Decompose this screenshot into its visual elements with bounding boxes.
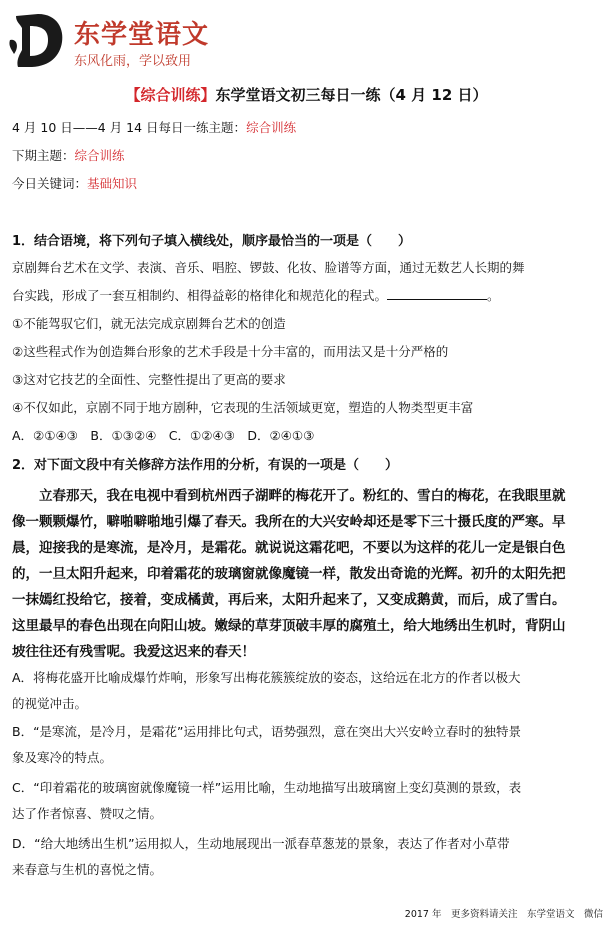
q2-option-b-line2: 象及寒冷的特点。 [12, 750, 113, 765]
meta-next-label: 下期主题： [12, 148, 75, 163]
q2-passage-line: 像一颗颗爆竹，噼啪噼啪地引爆了春天。我所在的大兴安岭却还是零下三十摄氏度的严寒。早 [12, 514, 566, 530]
title-bracket-close: 】 [200, 86, 216, 104]
q1-options: A．②①④③ B．①③②④ C．①②④③ D．②④①③ [12, 428, 315, 443]
q2-option-d-line1: D．“给大地绣出生机”运用拟人，生动地展现出一派春草葱茏的景象，表达了作者对小草带 [12, 836, 510, 851]
answer-blank [387, 287, 487, 300]
q2-stem: 2．对下面文段中有关修辞方法作用的分析，有误的一项是（ ） [12, 458, 399, 473]
title-tag: 综合训练 [140, 86, 201, 104]
q2-passage-line: 立春那天，我在电视中看到杭州西子湖畔的梅花开了。粉红的、雪白的梅花，在我眼里就 [12, 488, 566, 504]
q2-passage-line: 晨，迎接我的是寒流，是冷月，是霜花。就说说这霜花吧，不要以为这样的花儿一定是银白色 [12, 540, 566, 556]
q1-text-line2-body: 台实践，形成了一套互相制约、相得益彰的格律化和规范化的程式。 [12, 288, 388, 303]
meta-range-topic: 综合训练 [246, 120, 297, 135]
q2-passage-line: 一抹嫣红投给它，接着，变成橘黄，再后来，太阳升起来了，又变成鹅黄，而后，成了雪白。 [12, 592, 566, 608]
meta-range-label: 4 月 10 日——4 月 14 日每日一练主题： [12, 120, 247, 135]
q1-text-line2-end: 。 [487, 288, 500, 303]
meta-keyword: 基础知识 [87, 176, 138, 191]
meta-next-topic: 综合训练 [74, 148, 125, 163]
q2-option-a-line1: A．将梅花盛开比喻成爆竹炸响，形象写出梅花簇簇绽放的姿态，这给远在北方的作者以极大 [12, 670, 521, 685]
q1-sentence-3: ③这对它技艺的全面性、完整性提出了更高的要求 [12, 372, 286, 387]
q2-passage-line: 坡往往还有残雪呢。我爱这迟来的春天！ [12, 644, 255, 660]
q2-option-c-line1: C．“印着霜花的玻璃窗就像魔镜一样”运用比喻，生动地描写出玻璃窗上变幻莫测的景致，表 [12, 780, 522, 795]
q1-sentence-1: ①不能驾驭它们，就无法完成京剧舞台艺术的创造 [12, 316, 286, 331]
q2-option-b-line1: B．“是寒流，是冷月，是霜花”运用排比句式，语势强烈，意在突出大兴安岭立春时的独特景 [12, 724, 522, 739]
logo [8, 10, 228, 72]
title-text: 东学堂语文初三每日一练（4 月 12 日） [215, 86, 488, 104]
q2-option-d-line2: 来春意与生机的喜悦之情。 [12, 862, 163, 877]
logo-d-brush-icon [8, 10, 66, 70]
meta-next [12, 146, 125, 164]
q1-stem: 1．结合语境，将下列句子填入横线处，顺序最恰当的一项是（ ） [12, 234, 412, 249]
q2-option-a-line2: 的视觉冲击。 [12, 696, 88, 711]
q1-text-line1: 京剧舞台艺术在文学、表演、音乐、唱腔、锣鼓、化妆、脸谱等方面，通过无数艺人长期的舞 [12, 260, 525, 275]
meta-range [12, 118, 296, 136]
q2-passage-line: 这里最早的春色出现在向阳山坡。嫩绿的草芽顶破丰厚的腐殖土，给大地绣出生机时，背阴山 [12, 618, 566, 634]
q1-sentence-2: ②这些程式作为创造舞台形象的艺术手段是十分丰富的，而用法又是十分严格的 [12, 344, 449, 359]
meta-keyword [12, 174, 137, 192]
q2-passage-line: 的，一旦太阳升起来，印着霜花的玻璃窗就像魔镜一样，散发出奇诡的光辉。初升的太阳先把 [12, 566, 566, 582]
q2-option-c-line2: 达了作者惊喜、赞叹之情。 [12, 806, 163, 821]
q1-text-line2 [12, 286, 500, 304]
meta-keyword-label: 今日关键词： [12, 176, 88, 191]
title-bracket-open: 【 [125, 86, 141, 104]
q1-sentence-4: ④不仅如此，京剧不同于地方剧种，它表现的生活领域更宽，塑造的人物类型更丰富 [12, 400, 474, 415]
footer-note: 2017 年 更多资料请关注 东学堂语文 微信 [404, 909, 603, 920]
logo-slogan: 东风化雨，学以致用 [74, 54, 192, 69]
logo-name: 东学堂语文 [74, 20, 210, 50]
page-title [0, 84, 613, 105]
